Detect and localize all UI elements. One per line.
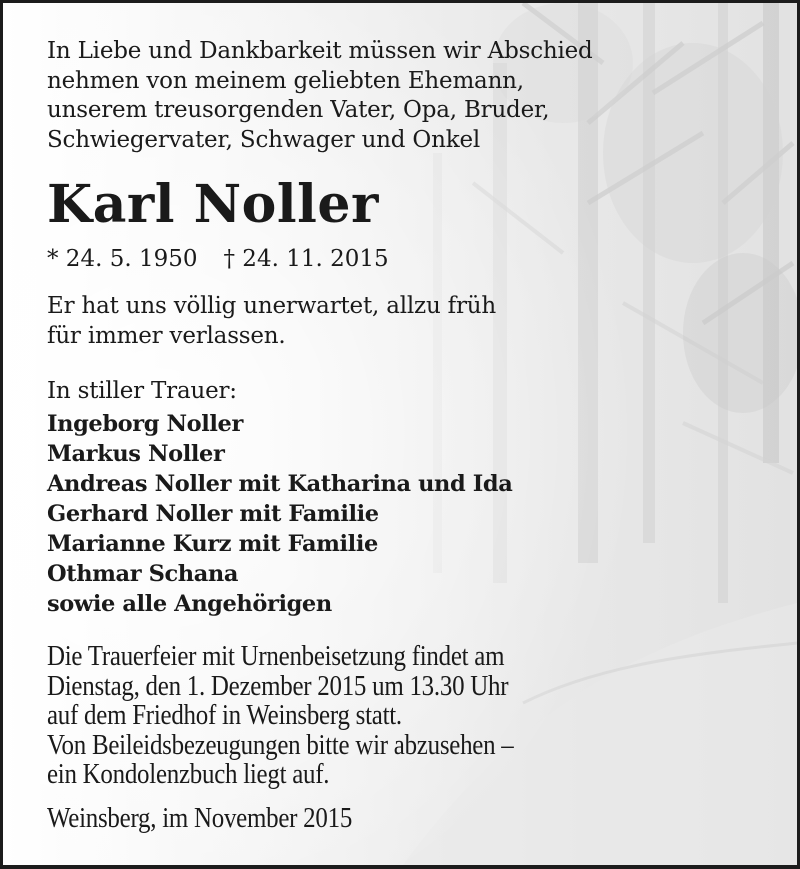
- mourner-item: Marianne Kurz mit Familie: [47, 531, 378, 557]
- intro-line: Schwiegervater, Schwager und Onkel: [47, 126, 481, 153]
- mourner-item: Andreas Noller mit Katharina und Ida: [47, 471, 513, 497]
- ceremony-details: [47, 642, 514, 790]
- death-date: † 24. 11. 2015: [223, 246, 389, 272]
- mourner-item: Othmar Schana: [47, 561, 239, 587]
- mourners-list: [47, 409, 512, 619]
- note-line: Er hat uns völlig unerwartet, allzu früh: [47, 293, 497, 319]
- ceremony-line: Von Beileidsbezeugungen bitte wir abzusehen –: [47, 728, 514, 761]
- mourner-item: sowie alle Angehörigen: [47, 591, 332, 617]
- ceremony-line: Dienstag, den 1. Dezember 2015 um 13.30 Uhr: [47, 669, 509, 702]
- ceremony-line: auf dem Friedhof in Weinsberg statt.: [47, 699, 402, 731]
- ceremony-line: Die Trauerfeier mit Urnenbeisetzung findet am: [47, 640, 505, 672]
- intro-line: unserem treusorgenden Vater, Opa, Bruder,: [47, 97, 550, 123]
- note-line: für immer verlassen.: [47, 322, 286, 349]
- mourner-item: Ingeborg Noller: [47, 411, 243, 437]
- birth-date: * 24. 5. 1950: [47, 246, 198, 272]
- ceremony-line: ein Kondolenzbuch liegt auf.: [47, 758, 330, 790]
- farewell-note: [47, 292, 496, 351]
- life-dates: [47, 244, 389, 274]
- intro-text: [47, 37, 593, 155]
- intro-line: In Liebe und Dankbarkeit müssen wir Abschied: [47, 38, 593, 64]
- mourners-label: In stiller Trauer:: [47, 378, 237, 404]
- mourner-item: Markus Noller: [47, 441, 225, 467]
- intro-line: nehmen von meinem geliebten Ehemann,: [47, 67, 524, 94]
- mourner-item: Gerhard Noller mit Familie: [47, 501, 379, 527]
- obituary-card: [3, 3, 797, 865]
- place-and-date: Weinsberg, im November 2015: [47, 802, 353, 834]
- deceased-name: Karl Noller: [47, 174, 379, 235]
